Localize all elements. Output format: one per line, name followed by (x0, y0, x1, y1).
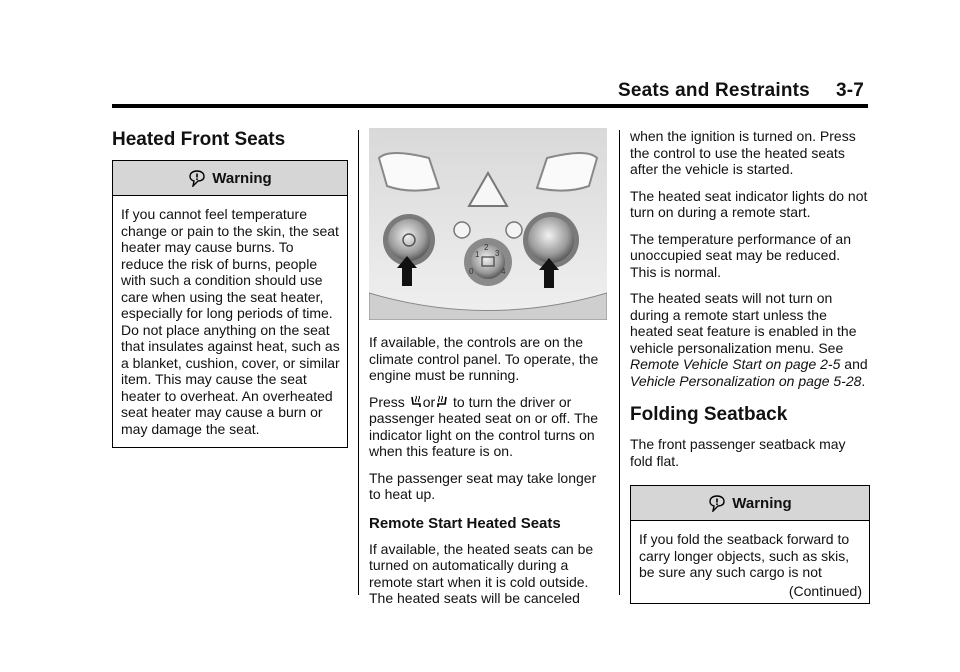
press-text: Press (369, 393, 405, 410)
folding-seatback-heading: Folding Seatback (630, 404, 788, 425)
climate-control-panel-photo (369, 128, 607, 320)
folding-seatback-paragraph: The front passenger seatback may fold flat. (630, 436, 846, 469)
period-text: . (861, 372, 866, 389)
fan-speed-label-2: 2 (484, 243, 489, 252)
warning-text-folding (631, 521, 869, 603)
driver-heated-seat-icon (410, 395, 422, 409)
warning-icon (188, 170, 206, 187)
warning-icon (708, 495, 726, 512)
ignition-paragraph: when the ignition is turned on. Press the control to use the heated seats after the vehicle is started. (630, 128, 856, 177)
section-title: Seats and Restraints (617, 80, 810, 101)
warning-header (113, 161, 347, 196)
controls-location-paragraph: If available, the controls are on the climate control panel. To operate, the engine must be running. (369, 334, 599, 383)
continued-label: (Continued) (788, 582, 862, 599)
column-divider-2 (619, 130, 620, 595)
remote-start-personalization-paragraph (630, 290, 870, 389)
remote-start-paragraph: If available, the heated seats can be turned on automatically during a remote start when it is cold outside. The heated seats will be canceled (369, 540, 594, 606)
column-3 (630, 128, 870, 604)
column-divider-1 (358, 130, 359, 595)
indicator-paragraph: The heated seat indicator lights do not turn on during a remote start. (630, 187, 868, 220)
fan-speed-label-1: 1 (475, 250, 480, 259)
warning-text: If you cannot feel temperature change or pain to the skin, the seat heater may cause burns. To reduce the risk of burns, people with such a condition should use care when using the seat heater, especially for long periods of time. Do not place anything on the seat that insulates against heat, such as a blanket, cushion, cover, or similar item. This may cause the seat heater to overheat. An overheated seat heater may cause a burn or may damage the seat. (121, 206, 340, 437)
temperature-paragraph: The temperature performance of an unoccupied seat may be reduced. This is normal. (630, 230, 852, 280)
see-text: The heated seats will not turn on during a remote start unless the heated seat feature is enabled in the vehicle personalization menu. See (630, 290, 857, 356)
and-text: and (844, 356, 868, 372)
vehicle-personalization-link[interactable]: Vehicle Personalization on page 5-28 (630, 372, 862, 389)
climate-panel-illustration (369, 128, 607, 320)
warning-box-folding (630, 485, 870, 604)
fan-speed-label-4: 4 (501, 267, 506, 276)
remote-vehicle-start-link[interactable]: Remote Vehicle Start on page 2-5 (630, 356, 841, 372)
header-rule (112, 104, 868, 108)
fan-speed-label-0: 0 (469, 267, 474, 276)
warning-label: Warning (212, 169, 272, 187)
fan-speed-label-3: 3 (495, 249, 500, 258)
column-2 (369, 128, 607, 607)
page-number: 3-7 (835, 80, 864, 101)
warning-text-folding-body: If you fold the seatback forward to carry longer objects, such as skis, be sure any such cargo is not (639, 531, 850, 580)
passenger-seat-paragraph: The passenger seat may take longer to heat up. (369, 469, 597, 502)
warning-box (112, 160, 348, 448)
column-1 (112, 128, 348, 448)
heated-front-seats-heading: Heated Front Seats (112, 129, 286, 150)
remote-start-heated-seats-heading: Remote Start Heated Seats (369, 514, 561, 532)
passenger-heated-seat-icon (436, 395, 448, 409)
warning-header-folding (631, 486, 869, 521)
or-text: or (422, 393, 436, 410)
press-paragraph (369, 394, 607, 460)
press-instructions-text: to turn the driver or passenger heated seat on or off. The indicator light on the control turns on when this feature is on. (369, 393, 599, 459)
page-header (618, 80, 864, 102)
warning-label: Warning (732, 494, 792, 512)
